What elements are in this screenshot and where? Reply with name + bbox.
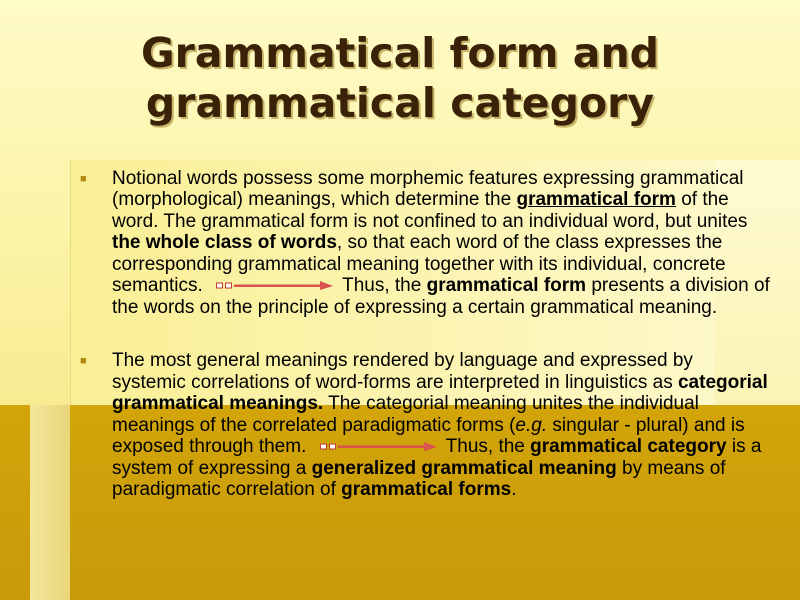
slide-title: [0, 28, 800, 128]
p2-text-2: The categorial meaning unites the individual meanings of the correlated paradigmatic forms (: [112, 393, 699, 436]
p2-text-6: by means of paradigmatic correlation of: [112, 457, 726, 501]
p1-term-grammatical-form-2: grammatical form: [426, 275, 587, 297]
slide-body: [80, 168, 770, 533]
p1-text-4: Thus, the: [342, 275, 427, 297]
bullet-paragraph-2: [80, 350, 770, 500]
p2-term-grammatical-category: grammatical category: [530, 436, 727, 458]
p1-text-3: , so that each word of the class expresses the corresponding grammatical meaning together with its individual, concrete semantics.: [112, 232, 726, 297]
background-band-bottom-left: [30, 405, 70, 600]
p2-text-7: .: [511, 479, 517, 501]
p2-text-4: Thus, the: [445, 436, 531, 458]
p1-term-whole-class: the whole class of words: [112, 232, 337, 254]
p1-text-5: presents a division of the words on the principle of expressing a certain grammatical meaning.: [112, 275, 770, 318]
p1-term-grammatical-form: grammatical form: [516, 189, 676, 211]
title-line-2: grammatical category: [145, 79, 655, 128]
p2-text-5: is a system of expressing a: [112, 436, 762, 479]
p2-text-3: singular - plural) and is exposed through them.: [112, 414, 745, 458]
p2-text: The most general meanings rendered by language and expressed by systemic correlations of word-forms are interpreted in linguistics as: [112, 350, 693, 393]
right-arrow-icon: [216, 280, 334, 292]
square-bullet-icon: ■: [80, 173, 87, 185]
p2-term-categorial: categorial grammatical meanings.: [112, 371, 768, 415]
bullet-paragraph-1: [80, 168, 770, 318]
square-bullet-icon: ■: [80, 355, 87, 368]
right-arrow-icon: [320, 441, 438, 453]
p2-eg: e.g.: [515, 414, 548, 436]
p1-text-2: of the word. The grammatical form is not confined to an individual word, but unites: [112, 189, 748, 232]
p1-text: Notional words possess some morphemic features expressing grammatical (morphological) meanings, which determine the: [112, 168, 744, 211]
p2-term-grammatical-forms: grammatical forms: [341, 479, 512, 501]
title-line-1: Grammatical form and: [140, 29, 660, 77]
p2-term-generalized-meaning: generalized grammatical meaning: [311, 457, 617, 479]
